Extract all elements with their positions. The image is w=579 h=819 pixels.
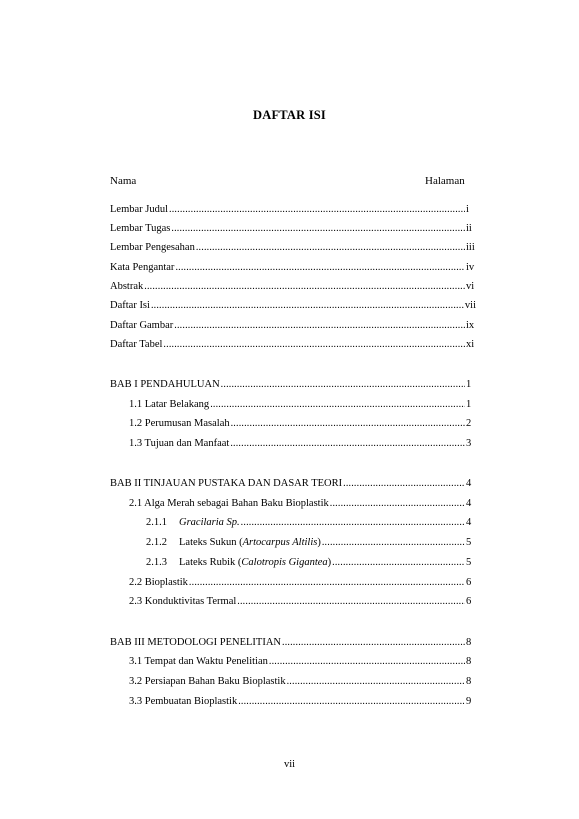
toc-section[interactable]: 2.2 Bioplastik ..... 6 [129, 576, 476, 590]
toc-subsection[interactable]: 2.1.1 Gracilaria Sp. ..... 4 [146, 516, 476, 530]
page-number: vii [283, 759, 296, 770]
toc-section[interactable]: 3.3 Pembuatan Bioplastik ..... 9 [129, 695, 476, 709]
toc-subsection[interactable]: 2.1.2 Lateks Sukun (Artocarpus Altilis) ..... 5 [146, 536, 476, 550]
page-title: DAFTAR ISI [253, 108, 326, 122]
toc-section[interactable]: 3.1 Tempat dan Waktu Penelitian ..... 8 [129, 655, 476, 669]
toc-entry[interactable]: Abstrak ..... vi [110, 280, 476, 294]
toc-section[interactable]: 2.1 Alga Merah sebagai Bahan Baku Bioplastik ..... 4 [129, 497, 476, 511]
toc-section[interactable]: 1.2 Perumusan Masalah ..... 2 [129, 417, 476, 431]
toc-entry[interactable]: Lembar Pengesahan ..... iii [110, 241, 476, 255]
toc-chapter[interactable]: BAB III METODOLOGI PENELITIAN ..... 8 [110, 636, 476, 650]
column-header-name: Nama [110, 175, 137, 187]
toc-entry[interactable]: Daftar Isi ..... vii [110, 299, 476, 313]
toc-chapter[interactable]: BAB II TINJAUAN PUSTAKA DAN DASAR TEORI ..... 4 [110, 477, 476, 491]
toc-section[interactable]: 1.3 Tujuan dan Manfaat ..... 3 [129, 437, 476, 451]
toc-entry[interactable]: Lembar Tugas ..... ii [110, 222, 476, 236]
toc-entry[interactable]: Daftar Tabel ..... xi [110, 338, 476, 352]
toc-section[interactable]: 3.2 Persiapan Bahan Baku Bioplastik ..... 8 [129, 675, 476, 689]
toc-chapter[interactable]: BAB I PENDAHULUAN ..... 1 [110, 378, 476, 392]
toc-entry[interactable]: Daftar Gambar ..... ix [110, 319, 476, 333]
toc-entry[interactable]: Kata Pengantar ..... iv [110, 261, 476, 275]
toc-section[interactable]: 1.1 Latar Belakang ..... 1 [129, 398, 476, 412]
toc-subsection[interactable]: 2.1.3 Lateks Rubik (Calotropis Gigantea) ..... 5 [146, 556, 476, 570]
toc-entry[interactable]: Lembar Judul ..... i [110, 203, 476, 217]
column-header-page: Halaman [425, 175, 465, 187]
toc-section[interactable]: 2.3 Konduktivitas Termal ..... 6 [129, 595, 476, 609]
